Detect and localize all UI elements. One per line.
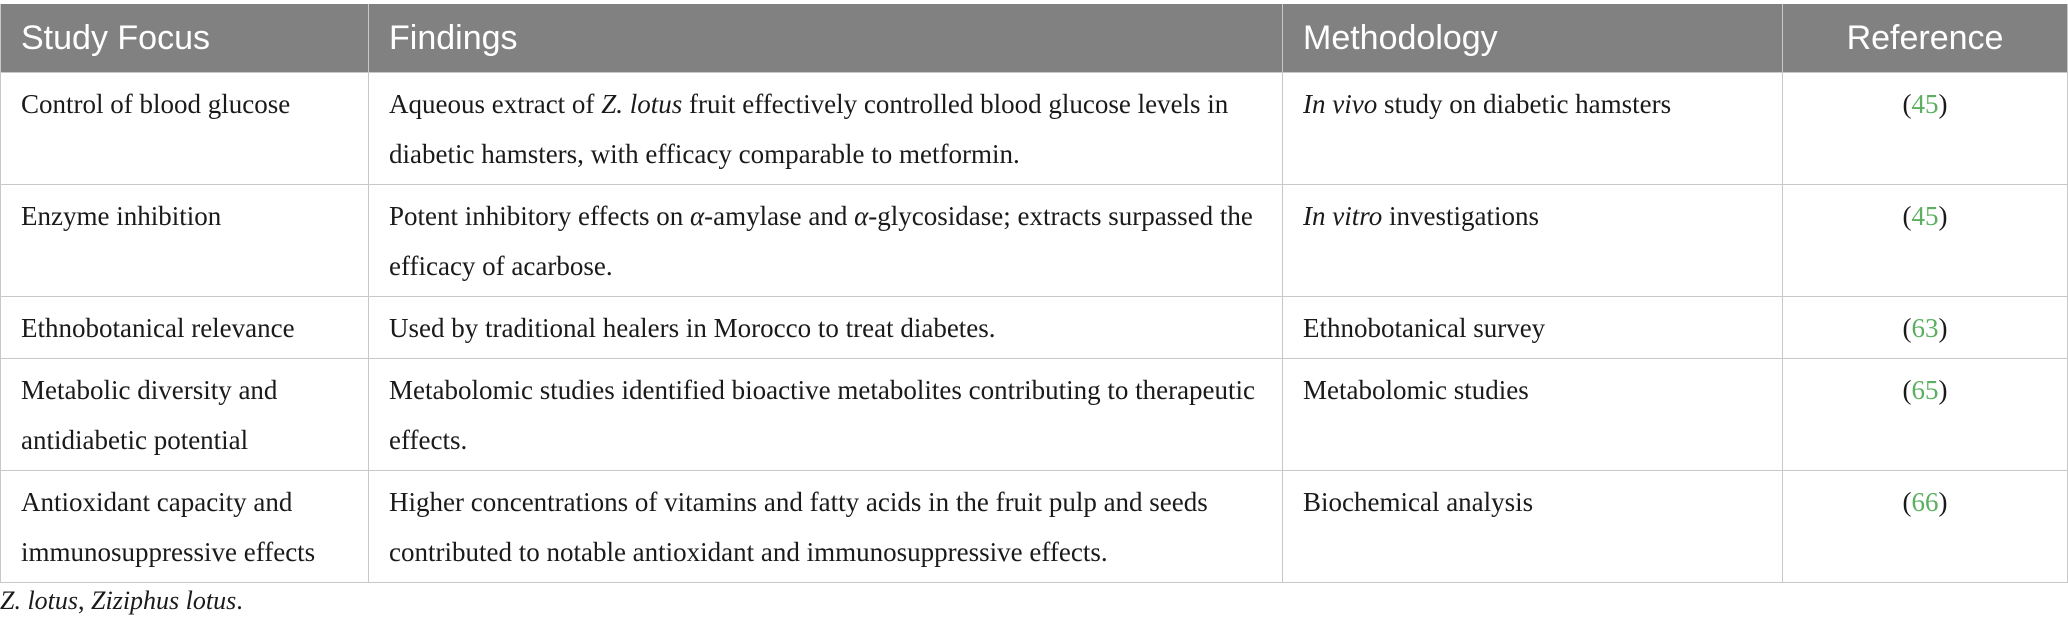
table-footnote: [0, 586, 243, 616]
table-header-row: [1, 4, 2068, 73]
cell-reference: (45): [1783, 185, 2068, 297]
header-reference: Reference: [1783, 4, 2068, 73]
reference-link[interactable]: 63: [1911, 313, 1939, 343]
method-text: study on diabetic hamsters: [1377, 89, 1672, 119]
cell-findings: [369, 185, 1283, 297]
reference-link[interactable]: 45: [1911, 201, 1939, 231]
findings-text: Potent inhibitory effects on: [389, 201, 690, 231]
cell-study-focus: Antioxidant capacity and immunosuppressive effects: [1, 471, 369, 583]
cell-methodology: [1283, 73, 1783, 185]
table-row: [1, 297, 2068, 359]
cell-methodology: [1283, 185, 1783, 297]
cell-methodology: Biochemical analysis: [1283, 471, 1783, 583]
alpha-symbol: α: [689, 201, 705, 231]
findings-text: -glycosidase; extracts surpassed the efficacy of acarbose.: [389, 201, 1253, 281]
cell-study-focus: Control of blood glucose: [1, 73, 369, 185]
data-table: [0, 4, 2068, 583]
alpha-symbol: α: [854, 201, 869, 231]
cell-reference: (45): [1783, 73, 2068, 185]
footnote-period: .: [236, 586, 243, 615]
cell-methodology: Ethnobotanical survey: [1283, 297, 1783, 359]
findings-text: fruit effectively controlled blood glucose levels in diabetic hamsters, with efficacy comparable to metformin.: [389, 89, 1229, 169]
header-study-focus: Study Focus: [1, 4, 369, 73]
cell-findings: Higher concentrations of vitamins and fatty acids in the fruit pulp and seeds contributed to notable antioxidant and immunosuppressive effects.: [369, 471, 1283, 583]
table-row: [1, 359, 2068, 471]
data-table-container: [0, 4, 2067, 583]
method-text: investigations: [1382, 201, 1539, 231]
footnote-abbreviation: Z. lotus: [0, 586, 79, 615]
cell-study-focus: Ethnobotanical relevance: [1, 297, 369, 359]
findings-text: -amylase and: [704, 201, 855, 231]
table-row: [1, 471, 2068, 583]
cell-findings: [369, 73, 1283, 185]
cell-findings: Metabolomic studies identified bioactive metabolites contributing to therapeutic effects.: [369, 359, 1283, 471]
species-name: Z. lotus: [601, 89, 683, 119]
cell-study-focus: Enzyme inhibition: [1, 185, 369, 297]
cell-study-focus: Metabolic diversity and antidiabetic potential: [1, 359, 369, 471]
footnote-full-name: Ziziphus lotus: [91, 586, 237, 615]
footnote-separator: ,: [78, 586, 92, 615]
header-methodology: Methodology: [1283, 4, 1783, 73]
method-term: In vitro: [1303, 201, 1383, 231]
reference-link[interactable]: 66: [1911, 487, 1939, 517]
table-row: [1, 73, 2068, 185]
method-term: In vivo: [1303, 89, 1378, 119]
cell-findings: Used by traditional healers in Morocco to treat diabetes.: [369, 297, 1283, 359]
cell-reference: (65): [1783, 359, 2068, 471]
findings-text: Aqueous extract of: [389, 89, 602, 119]
cell-reference: (66): [1783, 471, 2068, 583]
reference-link[interactable]: 65: [1911, 375, 1939, 405]
cell-methodology: Metabolomic studies: [1283, 359, 1783, 471]
cell-reference: (63): [1783, 297, 2068, 359]
table-row: [1, 185, 2068, 297]
reference-link[interactable]: 45: [1911, 89, 1939, 119]
header-findings: Findings: [369, 4, 1283, 73]
